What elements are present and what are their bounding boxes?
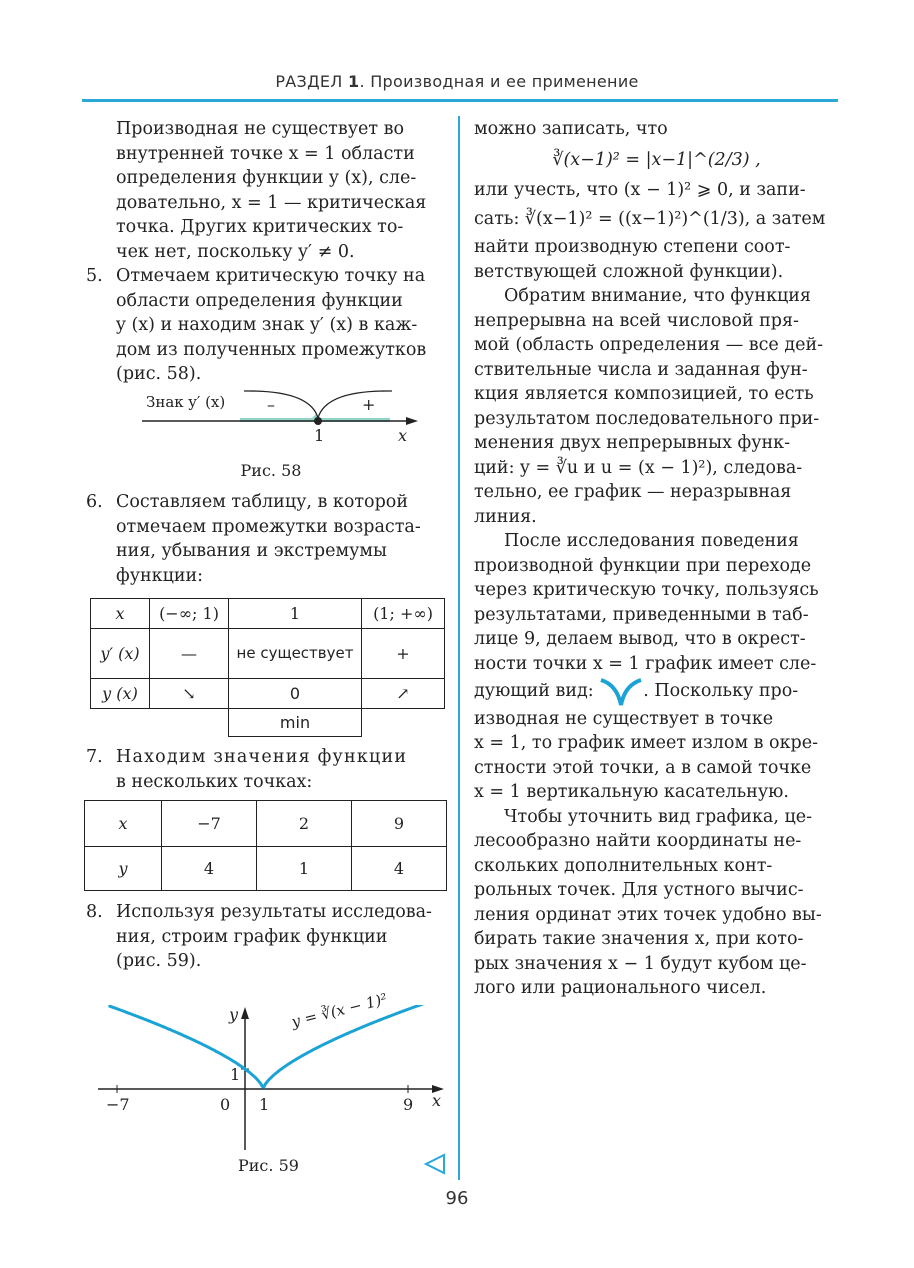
paragraph-line: Производная не существует во bbox=[116, 119, 404, 139]
table-cell: 2 bbox=[257, 801, 352, 847]
x-axis-label: x bbox=[432, 1091, 442, 1110]
paragraph-line: можно записать, что bbox=[474, 119, 668, 139]
item-number: 5. bbox=[86, 266, 103, 286]
paragraph-line: (рис. 59). bbox=[116, 951, 202, 971]
paragraph-line: Отмечаем критическую точку на bbox=[116, 266, 426, 286]
paragraph-line bbox=[474, 676, 839, 707]
paragraph-line: тельно, ее график — неразрывная bbox=[474, 482, 792, 502]
paragraph-line: мой (область определения — все дей- bbox=[474, 335, 824, 355]
tick-label: 1 bbox=[314, 426, 325, 445]
header-rule bbox=[82, 99, 838, 102]
paragraph-line: или учесть, что (x − 1)² ⩾ 0, и запи- bbox=[474, 180, 806, 200]
table-cell: min bbox=[229, 709, 362, 737]
function-label: y = ∛(x − 1)² bbox=[289, 989, 390, 1031]
critical-point bbox=[314, 417, 322, 425]
paragraph-line: области определения функции bbox=[116, 290, 403, 311]
paragraph-line: ности точки x = 1 график имеет сле- bbox=[474, 653, 817, 674]
table-cell: + bbox=[362, 629, 445, 679]
paragraph-line: y (x) и находим знак y′ (x) в каж- bbox=[116, 315, 418, 335]
tick-label: 0 bbox=[220, 1095, 231, 1114]
section-title: . Производная и ее применение bbox=[359, 72, 639, 91]
y-axis-arrow-icon bbox=[241, 1007, 249, 1019]
left-column bbox=[86, 117, 446, 387]
paragraph-line: внутренней точке x = 1 области bbox=[116, 143, 415, 164]
running-header bbox=[0, 72, 914, 91]
table-row bbox=[91, 709, 445, 737]
paragraph-line: x = 1 вертикальную касательную. bbox=[474, 782, 789, 802]
table-cell: 9 bbox=[352, 801, 447, 847]
paragraph-line: Используя результаты исследова- bbox=[116, 902, 432, 922]
paragraph-line: довательно, x = 1 — критическая bbox=[116, 192, 427, 213]
table-cell: не существует bbox=[229, 629, 362, 679]
paragraph-line: лого или рационального чисел. bbox=[474, 978, 767, 998]
axis-label: x bbox=[398, 426, 408, 445]
table-cell: y (x) bbox=[91, 679, 150, 709]
axis-arrow-icon bbox=[406, 417, 418, 425]
item-number: 7. bbox=[86, 747, 103, 767]
list-item-5 bbox=[86, 264, 446, 387]
y-tick-label: 1 bbox=[230, 1065, 241, 1084]
figure-caption: Рис. 59 bbox=[238, 1156, 299, 1175]
y-axis-label: y bbox=[229, 1005, 239, 1024]
paragraph-line: чек нет, поскольку y′ ≠ 0. bbox=[116, 241, 355, 262]
paragraph-line: x = 1, то график имеет излом в окре- bbox=[474, 733, 818, 753]
table-cell: y bbox=[85, 847, 162, 891]
plus-sign: + bbox=[362, 395, 376, 414]
table-cell: (1; +∞) bbox=[362, 599, 445, 629]
table-cell: x bbox=[85, 801, 162, 847]
text-span: дующий вид: bbox=[474, 681, 594, 701]
paragraph-line: рольных точек. Для устного вычис- bbox=[474, 880, 804, 900]
tick-label: 1 bbox=[259, 1095, 270, 1114]
table-cell: (−∞; 1) bbox=[150, 599, 229, 629]
table-cell: 1 bbox=[257, 847, 352, 891]
function-graph bbox=[96, 989, 446, 1160]
paragraph-line: ций: y = ∛u и u = (x − 1)²), следова- bbox=[474, 457, 803, 478]
paragraph-line: производной функции при переходе bbox=[474, 555, 812, 576]
minus-sign: – bbox=[267, 395, 275, 414]
table-row bbox=[85, 801, 447, 847]
paragraph-line: ления ординат этих точек удобно вы- bbox=[474, 904, 822, 925]
list-item-7 bbox=[86, 745, 446, 794]
paragraph-line: Находим значения функции bbox=[116, 747, 408, 767]
variation-table bbox=[90, 598, 445, 737]
table-cell: ↗ bbox=[362, 679, 445, 709]
table-cell: x bbox=[91, 599, 150, 629]
paragraph-line: результатом последовательного при- bbox=[474, 408, 820, 429]
item-number: 8. bbox=[86, 902, 103, 922]
section-word: РАЗДЕЛ bbox=[275, 72, 343, 91]
paragraph-line: Обратим внимание, что функция bbox=[504, 286, 811, 306]
paragraph-line: ствительные числа и заданная фун- bbox=[474, 359, 808, 380]
item-number: 6. bbox=[86, 492, 103, 512]
table-cell: 0 bbox=[229, 679, 362, 709]
paragraph-line: ния, убывания и экстремумы bbox=[116, 541, 387, 561]
list-item-8 bbox=[86, 900, 446, 974]
paragraph-line: рых значения x − 1 будут кубом це- bbox=[474, 953, 807, 974]
table-cell: ↘ bbox=[150, 679, 229, 709]
paragraph-line: функции: bbox=[116, 565, 204, 586]
paragraph-line: После исследования поведения bbox=[504, 531, 799, 551]
paragraph-line: найти производную степени соот- bbox=[474, 237, 791, 257]
paragraph-line: Чтобы уточнить вид графика, це- bbox=[504, 806, 812, 827]
function-curve bbox=[109, 1005, 447, 1087]
right-arc bbox=[318, 391, 392, 418]
paragraph-line: в нескольких точках: bbox=[116, 771, 313, 792]
table-cell: 1 bbox=[229, 599, 362, 629]
table-row bbox=[91, 629, 445, 679]
table-cell: y′ (x) bbox=[91, 629, 150, 679]
paragraph-line: результатами, приведенными в таб- bbox=[474, 604, 809, 625]
back-triangle-icon[interactable] bbox=[424, 1152, 448, 1176]
left-column-part2 bbox=[86, 490, 446, 588]
paragraph-line: скольких дополнительных конт- bbox=[474, 855, 773, 876]
table-cell: 4 bbox=[162, 847, 257, 891]
column-divider bbox=[458, 116, 460, 1180]
paragraph-line: точка. Других критических то- bbox=[116, 217, 404, 237]
paragraph-line: отмечаем промежутки возраста- bbox=[116, 516, 421, 537]
left-column-part4 bbox=[86, 900, 446, 974]
paragraph-line: непрерывна на всей числовой пря- bbox=[474, 310, 799, 331]
paragraph-line: (рис. 58). bbox=[116, 364, 202, 384]
paragraph-line: бирать такие значения x, при кото- bbox=[474, 929, 804, 949]
table-row bbox=[85, 847, 447, 891]
text-span: . Поскольку про- bbox=[643, 681, 799, 701]
paragraph-line: кция является композицией, то есть bbox=[474, 384, 814, 404]
table-cell: — bbox=[150, 629, 229, 679]
paragraph-line: лесообразно найти координаты не- bbox=[474, 831, 802, 851]
tick-label: 9 bbox=[403, 1095, 414, 1114]
sign-label: Знак y′ (x) bbox=[146, 393, 226, 411]
table-row bbox=[91, 599, 445, 629]
values-table bbox=[84, 800, 447, 891]
paragraph-line: дом из полученных промежутков bbox=[116, 339, 427, 360]
paragraph-line: через критическую точку, пользуясь bbox=[474, 580, 819, 600]
paragraph-line: стности этой точки, а в самой точке bbox=[474, 757, 812, 778]
left-column-part3 bbox=[86, 745, 446, 794]
table-row bbox=[91, 679, 445, 709]
right-column bbox=[474, 117, 839, 1001]
tick-label: −7 bbox=[106, 1095, 130, 1114]
paragraph-line: менения двух непрерывных функ- bbox=[474, 433, 791, 453]
paragraph-line: изводная не существует в точке bbox=[474, 708, 774, 729]
paragraph-line: лице 9, делаем вывод, что в окрест- bbox=[474, 629, 806, 649]
paragraph-line: линия. bbox=[474, 506, 537, 527]
table-cell: −7 bbox=[162, 801, 257, 847]
left-arc bbox=[244, 391, 318, 418]
section-number: 1 bbox=[348, 72, 360, 91]
page-number: 96 bbox=[445, 1188, 469, 1209]
list-item-6 bbox=[86, 490, 446, 588]
paragraph-line: Составляем таблицу, в которой bbox=[116, 492, 408, 512]
figure-caption: Рис. 58 bbox=[240, 461, 302, 480]
table-cell: 4 bbox=[352, 847, 447, 891]
paragraph-line: ния, строим график функции bbox=[116, 926, 388, 947]
formula-line: ∛(x−1)² = |x−1|^(2/3) , bbox=[552, 149, 761, 170]
formula-line: сать: ∛(x−1)² = ((x−1)²)^(1/3), а затем bbox=[474, 208, 826, 229]
paragraph-line: определения функции y (x), сле- bbox=[116, 168, 417, 188]
paragraph-line: ветствующей сложной функции). bbox=[474, 261, 784, 282]
v-shape-icon bbox=[599, 677, 643, 707]
